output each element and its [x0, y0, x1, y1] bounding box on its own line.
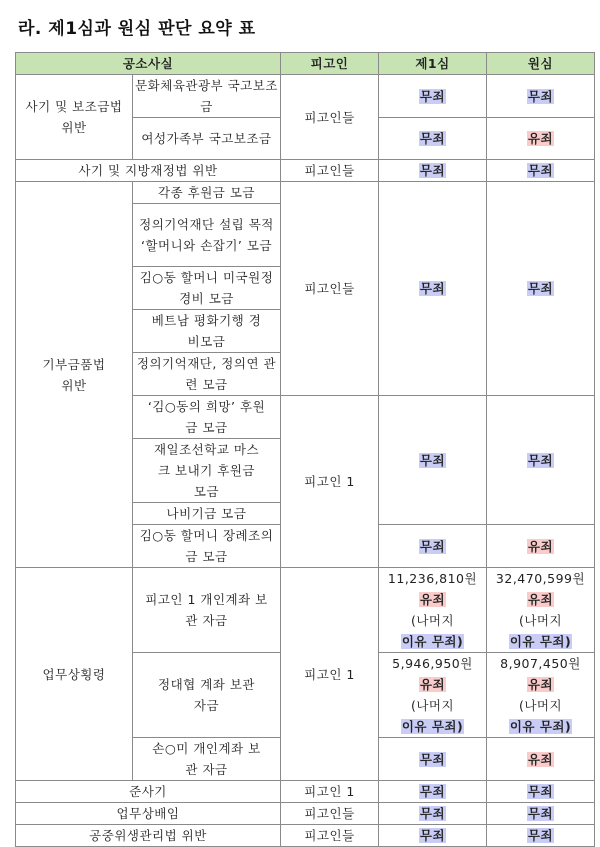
defendant-cell: 피고인 1 [281, 396, 379, 568]
header-row [16, 53, 595, 75]
verdict-acquit: 무죄 [527, 281, 554, 296]
defendant-cell: 피고인들 [281, 160, 379, 182]
sub-d7: 재일조선학교 마스크 보내기 후원금 모금 [133, 439, 281, 503]
amount-first: 5,946,950원 [392, 656, 473, 671]
verdict-summary-table [15, 52, 595, 847]
verdict-acquit: 무죄 [527, 806, 554, 821]
rest-acquit-note: 이유 무죄) [509, 634, 572, 649]
verdict-acquit: 무죄 [527, 452, 554, 468]
sub-d3: 김○동 할머니 미국원정경비 모금 [133, 267, 281, 310]
category-donation: 기부금품법 위반 [16, 182, 133, 568]
sub-d1: 각종 후원금 모금 [133, 182, 281, 204]
table-row [16, 781, 595, 803]
sub-d4: 베트남 평화기행 경비모금 [133, 310, 281, 353]
verdict-guilty: 유죄 [527, 592, 554, 607]
defendant-cell: 피고인 1 [281, 568, 379, 781]
header-appeal: 원심 [487, 53, 595, 75]
sub-e2: 정대협 계좌 보관 자금 [133, 653, 281, 738]
verdict-acquit: 무죄 [419, 163, 446, 178]
category-fraud-local: 사기 및 지방재정법 위반 [16, 160, 281, 182]
category-fraud-subsidy: 사기 및 보조금법 위반 [16, 75, 133, 160]
table-row [16, 160, 595, 182]
sub-d8: 나비기금 모금 [133, 503, 281, 525]
verdict-acquit: 무죄 [419, 281, 446, 296]
amount-appeal: 32,470,599원 [495, 571, 586, 586]
verdict-guilty: 유죄 [527, 677, 554, 692]
table-row [16, 825, 595, 847]
verdict-acquit: 무죄 [527, 88, 554, 104]
verdict-guilty: 유죄 [527, 751, 554, 767]
rest-note: (나머지 [518, 613, 563, 628]
header-first-instance: 제1심 [379, 53, 487, 75]
sub-d6: ‘김○동의 희망’ 후원금 모금 [133, 396, 281, 439]
sub-mcst: 문화체육관광부 국고보조금 [133, 75, 281, 118]
header-defendant: 피고인 [281, 53, 379, 75]
verdict-acquit: 무죄 [419, 806, 446, 821]
category-hygiene: 공중위생관리법 위반 [16, 825, 281, 847]
category-embezzle: 업무상횡령 [16, 568, 133, 781]
sub-e3: 손○미 개인계좌 보관 자금 [133, 738, 281, 781]
sub-d9: 김○동 할머니 장례조의금 모금 [133, 525, 281, 568]
sub-d2: 정의기억재단 설립 목적 ‘할머니와 손잡기’ 모금 [133, 204, 281, 267]
defendant-cell: 피고인들 [281, 75, 379, 160]
defendant-cell: 피고인들 [281, 803, 379, 825]
rest-note: (나머지 [518, 698, 563, 713]
defendant-cell: 피고인들 [281, 825, 379, 847]
amount-first: 11,236,810원 [387, 571, 478, 586]
sub-mogef: 여성가족부 국고보조금 [133, 118, 281, 160]
verdict-acquit: 무죄 [419, 131, 446, 146]
verdict-acquit: 무죄 [419, 88, 446, 104]
header-facts: 공소사실 [16, 53, 281, 75]
verdict-acquit: 무죄 [527, 163, 554, 178]
verdict-acquit: 무죄 [527, 784, 554, 799]
table-row [16, 803, 595, 825]
table-row [16, 182, 595, 204]
verdict-guilty: 유죄 [527, 131, 554, 146]
sub-e1: 피고인 1 개인계좌 보관 자금 [133, 568, 281, 653]
rest-note: (나머지 [410, 698, 455, 713]
sub-d5: 정의기억재단, 정의연 관련 모금 [133, 353, 281, 396]
verdict-guilty: 유죄 [419, 592, 446, 607]
rest-acquit-note: 이유 무죄) [509, 719, 572, 734]
rest-acquit-note: 이유 무죄) [401, 634, 464, 649]
verdict-acquit: 무죄 [419, 784, 446, 799]
verdict-acquit: 무죄 [419, 538, 446, 554]
page-title: 라. 제1심과 원심 판단 요약 표 [18, 19, 256, 39]
verdict-guilty: 유죄 [419, 677, 446, 692]
table-row [16, 568, 595, 653]
table-row [16, 75, 595, 118]
verdict-acquit: 무죄 [527, 828, 554, 843]
rest-acquit-note: 이유 무죄) [401, 719, 464, 734]
verdict-acquit: 무죄 [419, 452, 446, 468]
category-quasi-fraud: 준사기 [16, 781, 281, 803]
defendant-cell: 피고인 1 [281, 781, 379, 803]
verdict-acquit: 무죄 [419, 751, 446, 767]
defendant-cell: 피고인들 [281, 182, 379, 396]
verdict-guilty: 유죄 [527, 538, 554, 554]
rest-note: (나머지 [410, 613, 455, 628]
amount-appeal: 8,907,450원 [500, 656, 581, 671]
verdict-acquit: 무죄 [419, 828, 446, 843]
category-breach: 업무상배임 [16, 803, 281, 825]
